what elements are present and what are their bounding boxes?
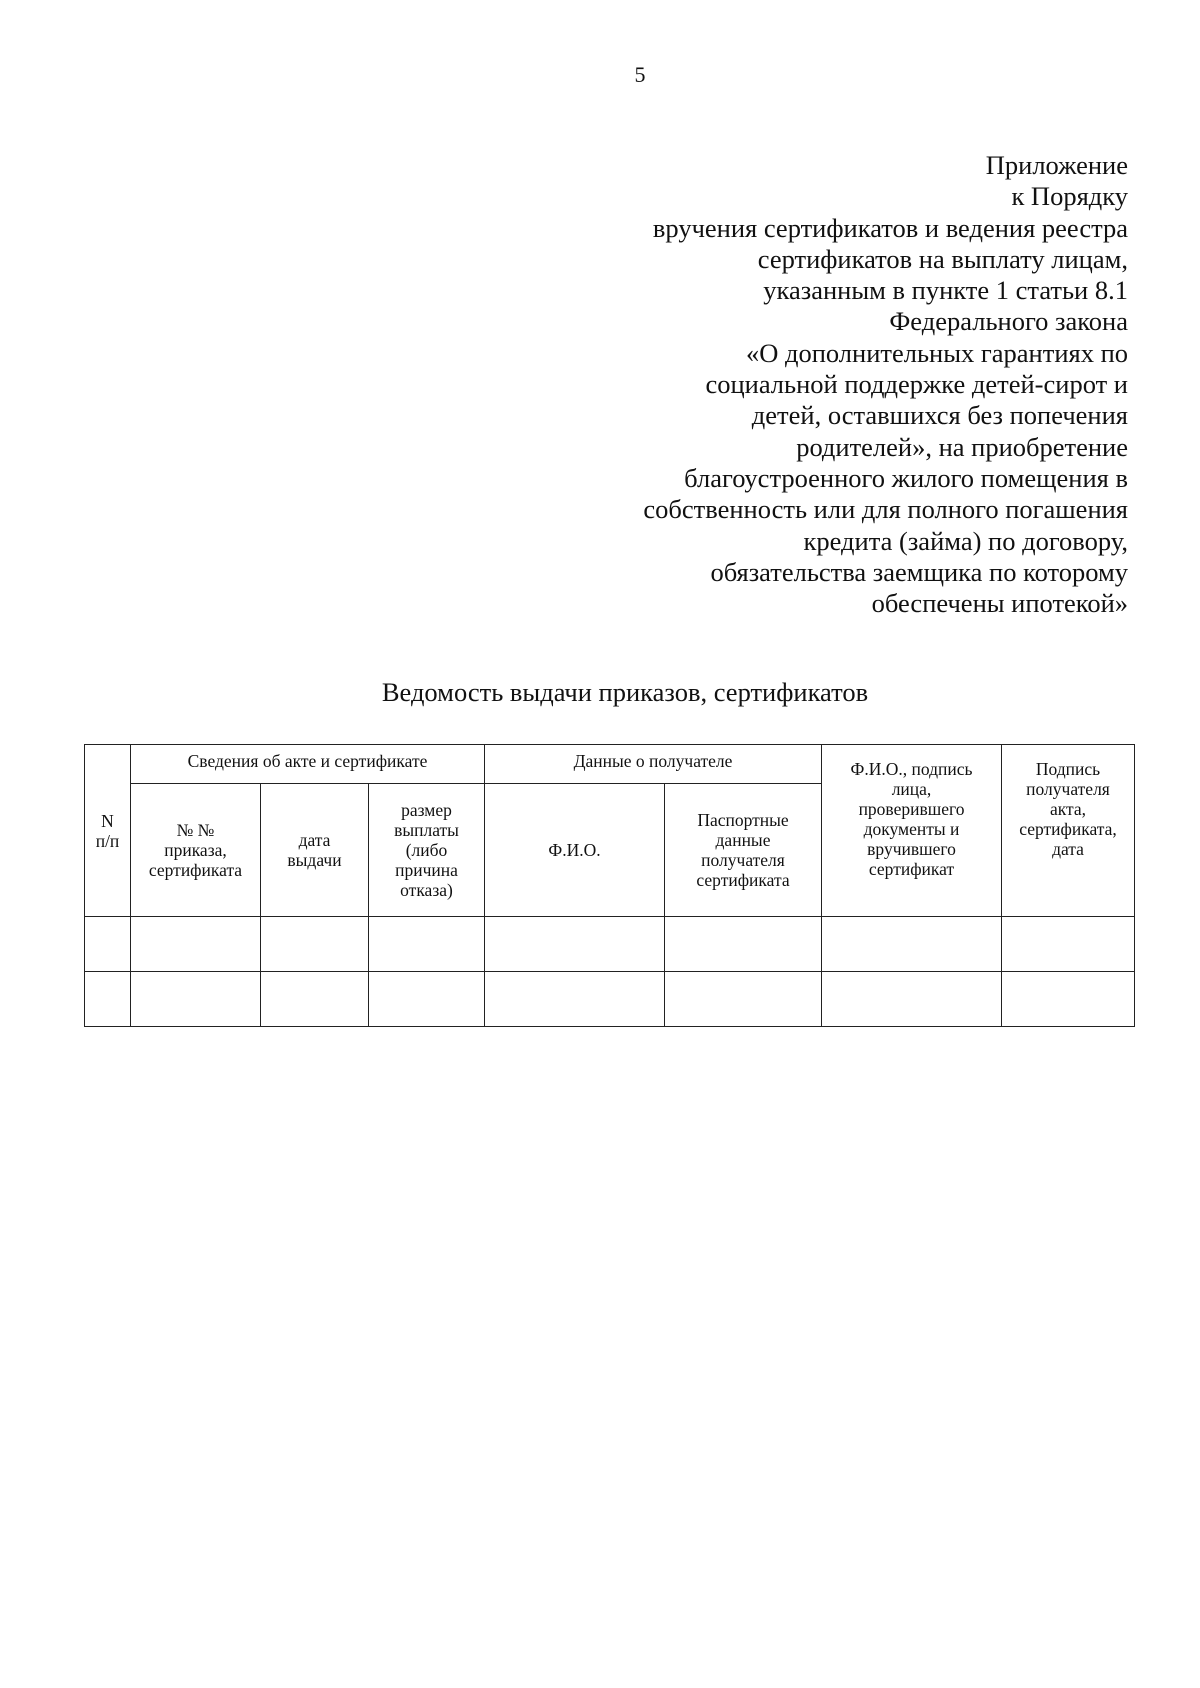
appendix-line: указанным в пункте 1 статьи 8.1 xyxy=(763,275,1128,306)
page-number: 5 xyxy=(634,62,646,87)
appendix-line: «О дополнительных гарантиях по xyxy=(745,337,1128,368)
table-cell xyxy=(485,972,665,1027)
appendix-line: вручения сертификатов и ведения реестра xyxy=(652,212,1128,243)
table-cell xyxy=(261,917,369,972)
table-cell xyxy=(131,972,261,1027)
table-cell xyxy=(369,917,485,972)
appendix-line: обеспечены ипотекой» xyxy=(871,588,1128,619)
table-cell xyxy=(1002,917,1135,972)
table-cell xyxy=(261,972,369,1027)
header-group-act: Сведения об акте и сертификате xyxy=(131,745,485,784)
header-recipient-fio: Ф.И.О. xyxy=(485,784,665,917)
header-order-number: № № приказа, сертификата xyxy=(131,784,261,917)
appendix-line: сертификатов на выплату лицам, xyxy=(757,243,1128,274)
table-row xyxy=(85,972,1135,1027)
appendix-line: к Порядку xyxy=(1011,181,1128,212)
header-recipient-signature: Подпись получателя акта, сертификата, дата xyxy=(1002,745,1135,917)
table-cell xyxy=(131,917,261,972)
header-row-number: N п/п xyxy=(85,745,131,917)
appendix-line: социальной поддержке детей-сирот и xyxy=(705,369,1128,400)
appendix-line: Федерального закона xyxy=(889,306,1128,337)
table-cell xyxy=(665,917,822,972)
appendix-line: Приложение xyxy=(985,150,1128,180)
table-cell xyxy=(1002,972,1135,1027)
appendix-line: обязательства заемщика по которому xyxy=(710,556,1128,587)
issuance-ledger-table xyxy=(84,744,1135,1027)
table-cell xyxy=(85,972,131,1027)
table-cell xyxy=(822,972,1002,1027)
table-row xyxy=(85,917,1135,972)
appendix-line: детей, оставшихся без попечения xyxy=(751,400,1128,431)
header-payment-amount: размер выплаты (либо причина отказа) xyxy=(369,784,485,917)
table-cell xyxy=(485,917,665,972)
table-cell xyxy=(85,917,131,972)
header-passport-data: Паспортные данные получателя сертификата xyxy=(665,784,822,917)
appendix-line: благоустроенного жилого помещения в xyxy=(684,462,1128,493)
document-title: Ведомость выдачи приказов, сертификатов xyxy=(381,677,869,707)
appendix-line: собственность или для полного погашения xyxy=(643,494,1128,525)
appendix-line: родителей», на приобретение xyxy=(796,431,1128,462)
header-group-recipient: Данные о получателе xyxy=(485,745,822,784)
appendix-line: кредита (займа) по договору, xyxy=(803,525,1128,556)
table-cell xyxy=(822,917,1002,972)
header-issue-date: дата выдачи xyxy=(261,784,369,917)
appendix-header xyxy=(568,150,1128,619)
table-cell xyxy=(665,972,822,1027)
table-cell xyxy=(369,972,485,1027)
header-verifier: Ф.И.О., подпись лица, проверившего документы и вручившего сертификат xyxy=(822,745,1002,917)
